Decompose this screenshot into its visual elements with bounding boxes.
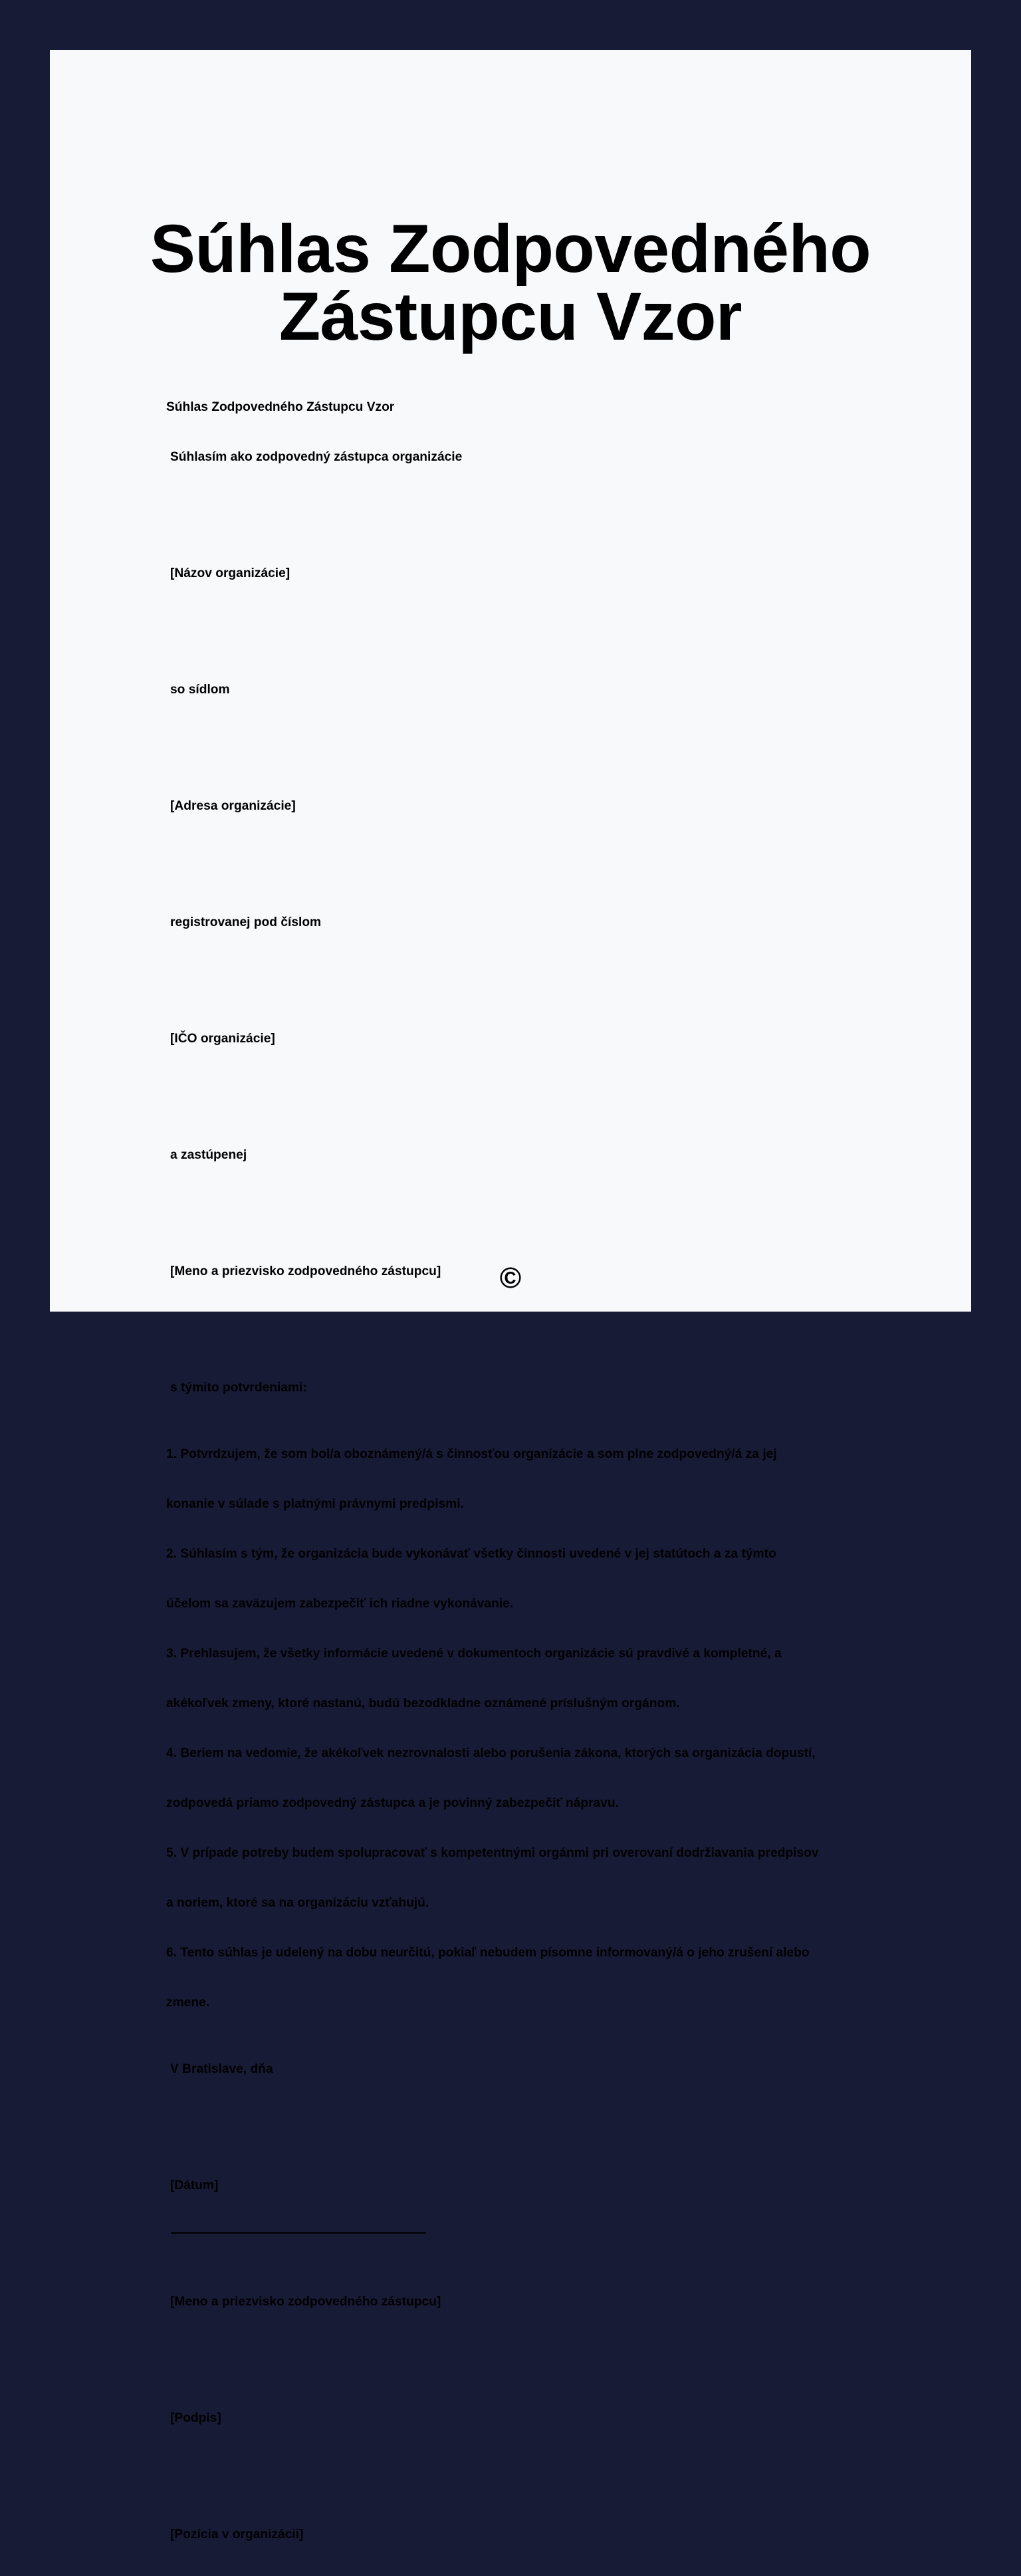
blank-line — [166, 1197, 857, 1213]
blank-line — [166, 2460, 857, 2476]
blank-line — [166, 848, 857, 864]
confirmation-item-2-line-2: účelom sa zaväzujem zabezpečiť ich riadne vykonávanie. — [166, 1597, 514, 1611]
document-title — [50, 211, 971, 354]
document-title-line-2: Zástupcu Vzor — [279, 279, 742, 354]
confirmation-item-5-line-2: a noriem, ktoré sa na organizáciu vzťahujú. — [166, 1896, 429, 1910]
blank-line — [166, 731, 857, 748]
copyright-icon: © — [499, 1262, 522, 1294]
date-placeholder: [Dátum] — [170, 2178, 219, 2192]
confirmation-item-1-line-2: konanie v súlade s platnými právnymi predpismi. — [166, 1497, 464, 1511]
position-placeholder: [Pozícia v organizácii] — [170, 2527, 304, 2541]
confirmation-item-4-line-2: zodpovedá priamo zodpovedný zástupca a je povinný zabezpečiť nápravu. — [166, 1796, 619, 1810]
confirmation-item-2-line-1: 2. Súhlasím s tým, že organizácia bude vykonávať všetky činnosti uvedené v jej statútoch a za týmto — [166, 1547, 776, 1561]
confirmation-item-3-line-2: akékoľvek zmeny, ktoré nastanú, budú bezodkladne oznámené príslušným orgánom. — [166, 1697, 680, 1710]
blank-line — [166, 499, 857, 515]
confirmation-item-5-line-1: 5. V prípade potreby budem spolupracovať s kompetentnými orgánmi pri overovaní dodržiavania predpisov — [166, 1846, 819, 1860]
blank-line — [166, 1080, 857, 1097]
confirmation-item-6-line-2: zmene. — [166, 1996, 210, 2010]
signature-line — [171, 2232, 426, 2234]
blank-line — [166, 1313, 857, 1330]
confirmation-item-6-line-1: 6. Tento súhlas je udelený na dobu neurčitú, pokiaľ nebudem písomne informovaný/á o jeho zrušení alebo — [166, 1946, 810, 1960]
representative-name-placeholder: [Meno a priezvisko zodpovedného zástupcu] — [170, 1264, 441, 1278]
signer-name-placeholder: [Meno a priezvisko zodpovedného zástupcu] — [170, 2295, 441, 2309]
place-label: V Bratislave, dňa — [170, 2062, 273, 2076]
blank-line — [166, 2343, 857, 2360]
confirmations-label: s týmito potvrdeniami: — [170, 1381, 307, 1395]
document-body — [166, 366, 857, 2576]
confirmation-item-3-line-1: 3. Prehlasujem, že všetky informácie uvedené v dokumentoch organizácie sú pravdivé a kompletné, a — [166, 1647, 782, 1661]
document-page — [50, 50, 971, 2541]
confirmation-item-4-line-1: 4. Beriem na vedomie, že akékoľvek nezrovnalosti alebo porušenia zákona, ktorých sa organizácia dopustí, — [166, 1746, 816, 1760]
blank-line — [166, 2111, 857, 2127]
document-heading: Súhlas Zodpovedného Zástupcu Vzor — [166, 400, 395, 414]
blank-line — [166, 964, 857, 981]
organization-id-placeholder: [IČO organizácie] — [170, 1032, 275, 1046]
document-title-line-1: Súhlas Zodpovedného — [150, 211, 871, 287]
intro-text: Súhlasím ako zodpovedný zástupca organizácie — [170, 450, 463, 464]
organization-address-placeholder: [Adresa organizácie] — [170, 799, 296, 813]
registration-label: registrovanej pod číslom — [170, 915, 322, 929]
blank-line — [166, 615, 857, 632]
seat-label: so sídlom — [170, 683, 230, 697]
organization-name-placeholder: [Názov organizácie] — [170, 566, 290, 580]
signature-placeholder: [Podpis] — [170, 2411, 221, 2425]
confirmation-item-1-line-1: 1. Potvrdzujem, že som bol/a oboznámený/á s činnosťou organizácie a som plne zodpovedný/á za jej — [166, 1447, 777, 1461]
represented-label: a zastúpenej — [170, 1148, 247, 1162]
